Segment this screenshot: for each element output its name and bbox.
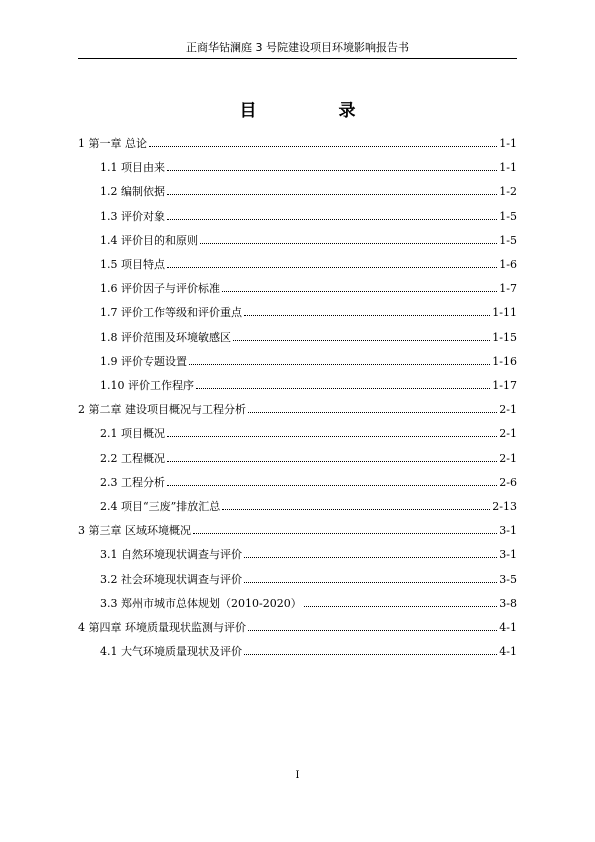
toc-entry-title: 社会环境现状调查与评价 [121,572,242,586]
toc-section-entry[interactable] [100,572,517,588]
toc-entry-page: 4-1 [499,645,517,659]
toc-dot-leader [167,184,497,195]
toc-entry-title: 郑州市城市总体规划（2010-2020） [121,596,302,610]
toc-dot-leader [167,451,497,462]
toc-entry-number: 1.2 [100,185,118,199]
toc-entry-page: 1-17 [492,379,517,392]
toc-dot-leader [167,209,497,220]
toc-entry-page: 1-1 [499,161,517,175]
toc-dot-leader [233,330,490,341]
toc-entry-page: 2-6 [499,475,517,489]
toc-entry-number: 1.1 [100,161,118,175]
toc-entry-page: 2-1 [499,427,517,441]
toc-entry-number: 1.4 [100,233,118,247]
toc-entry-number: 1.7 [100,306,118,320]
toc-section-entry[interactable] [100,547,517,563]
toc-entry-number: 1.10 [100,379,125,392]
toc-entry-number: 2 [78,403,85,417]
toc-dot-leader [248,620,497,631]
toc-section-entry[interactable] [100,451,517,467]
toc-dot-leader [244,572,497,583]
toc-entry-number: 2.1 [100,427,118,441]
toc-entry-page: 1-5 [499,233,517,247]
toc-entry-number: 2.4 [100,500,118,513]
toc-entry-number: 2.3 [100,475,118,489]
toc-entry-page: 1-15 [492,330,517,344]
toc-section-entry[interactable] [100,644,517,660]
toc-section-entry[interactable] [100,596,517,612]
toc-entry-title: 评价工作等级和评价重点 [121,306,242,320]
toc-entry-page: 4-1 [499,621,517,634]
toc-dot-leader [189,354,490,365]
toc-entry-page: 3-8 [499,596,517,610]
toc-entry-title: 大气环境质量现状及评价 [121,645,242,659]
toc-section-entry[interactable] [100,330,517,346]
toc-entry-title: 第三章 区域环境概况 [88,524,191,538]
toc-entry-title: 评价目的和原则 [121,233,198,247]
toc-entry-title: 评价对象 [121,209,165,223]
toc-entry-page: 1-16 [492,354,517,368]
toc-entry-page: 2-1 [499,451,517,465]
toc-entry-number: 3.2 [100,572,118,586]
toc-entry-title: 项目特点 [121,258,165,271]
toc-entry-title: 评价范围及环境敏感区 [121,330,231,344]
toc-entry-number: 1.5 [100,258,118,271]
toc-entry-title: 第二章 建设项目概况与工程分析 [88,403,246,417]
toc-entry-number: 3.1 [100,548,118,562]
toc-section-entry[interactable] [100,305,517,321]
toc-entry-page: 1-7 [499,282,517,296]
toc-entry-number: 1.9 [100,354,118,368]
toc-entry-page: 3-1 [499,524,517,538]
toc-entry-number: 4.1 [100,645,118,659]
toc-section-entry[interactable] [100,257,517,273]
toc-dot-leader [196,378,490,389]
toc-entry-number: 4 [78,621,85,634]
toc-dot-leader [244,644,497,655]
toc-entry-number: 1.6 [100,282,118,296]
toc-entry-number: 2.2 [100,451,118,465]
toc-entry-number: 1.8 [100,330,118,344]
toc-section-entry[interactable] [100,209,517,225]
header-rule [78,58,517,59]
toc-dot-leader [167,160,497,171]
toc-dot-leader [248,402,497,413]
toc-section-entry[interactable] [100,354,517,370]
toc-dot-leader [222,281,497,292]
toc-entry-title: 项目概况 [121,427,165,441]
toc-section-entry[interactable] [100,499,517,515]
toc-dot-leader [193,523,497,534]
toc-entry-page: 1-2 [499,185,517,199]
toc-section-entry[interactable] [100,281,517,297]
toc-entry-title: 项目由来 [121,161,165,175]
toc-chapter-entry[interactable] [78,523,517,539]
toc-section-entry[interactable] [100,160,517,176]
running-header: 正商华钻澜庭 3 号院建设项目环境影响报告书 [186,41,409,54]
toc-section-entry[interactable] [100,475,517,491]
toc-dot-leader [244,547,497,558]
toc-entry-title: 第四章 环境质量现状监测与评价 [88,621,246,634]
toc-dot-leader [167,475,497,486]
toc-entry-title: 评价专题设置 [121,354,187,368]
toc-entry-page: 2-13 [492,500,517,513]
toc-entry-page: 1-1 [499,137,517,150]
toc-entry-number: 1.3 [100,209,118,223]
toc-section-entry[interactable] [100,426,517,442]
toc-entry-title: 工程分析 [121,475,165,489]
toc-section-entry[interactable] [100,378,517,394]
toc-entry-page: 3-5 [499,572,517,586]
toc-dot-leader [304,596,498,607]
toc-dot-leader [167,426,497,437]
toc-entry-number: 3 [78,524,85,538]
toc-entry-page: 1-11 [492,306,517,320]
toc-entry-title: 工程概况 [121,451,165,465]
toc-entry-title: 自然环境现状调查与评价 [121,548,242,562]
toc-dot-leader [167,257,497,268]
toc-entry-number: 1 [78,137,85,150]
toc-dot-leader [222,499,490,510]
toc-chapter-entry[interactable] [78,136,517,152]
toc-dot-leader [244,305,490,316]
toc-section-entry[interactable] [100,184,517,200]
toc-entry-title: 第一章 总论 [88,137,147,150]
toc-entry-page: 1-5 [499,209,517,223]
toc-chapter-entry[interactable] [78,620,517,636]
toc-entry-number: 3.3 [100,596,118,610]
toc-entry-page: 3-1 [499,548,517,562]
toc-entry-title: 项目“三废”排放汇总 [121,500,221,513]
toc-title: 目 录 [239,101,394,121]
toc-chapter-entry[interactable] [78,402,517,418]
toc-entry-title: 编制依据 [121,185,165,199]
toc-entry-title: 评价因子与评价标准 [121,282,220,296]
toc-entry-title: 评价工作程序 [128,379,194,392]
toc-entry-page: 1-6 [499,258,517,271]
page-number: I [295,770,300,781]
toc-dot-leader [149,136,497,147]
toc-entry-page: 2-1 [499,403,517,417]
toc-dot-leader [200,233,497,244]
toc-section-entry[interactable] [100,233,517,249]
